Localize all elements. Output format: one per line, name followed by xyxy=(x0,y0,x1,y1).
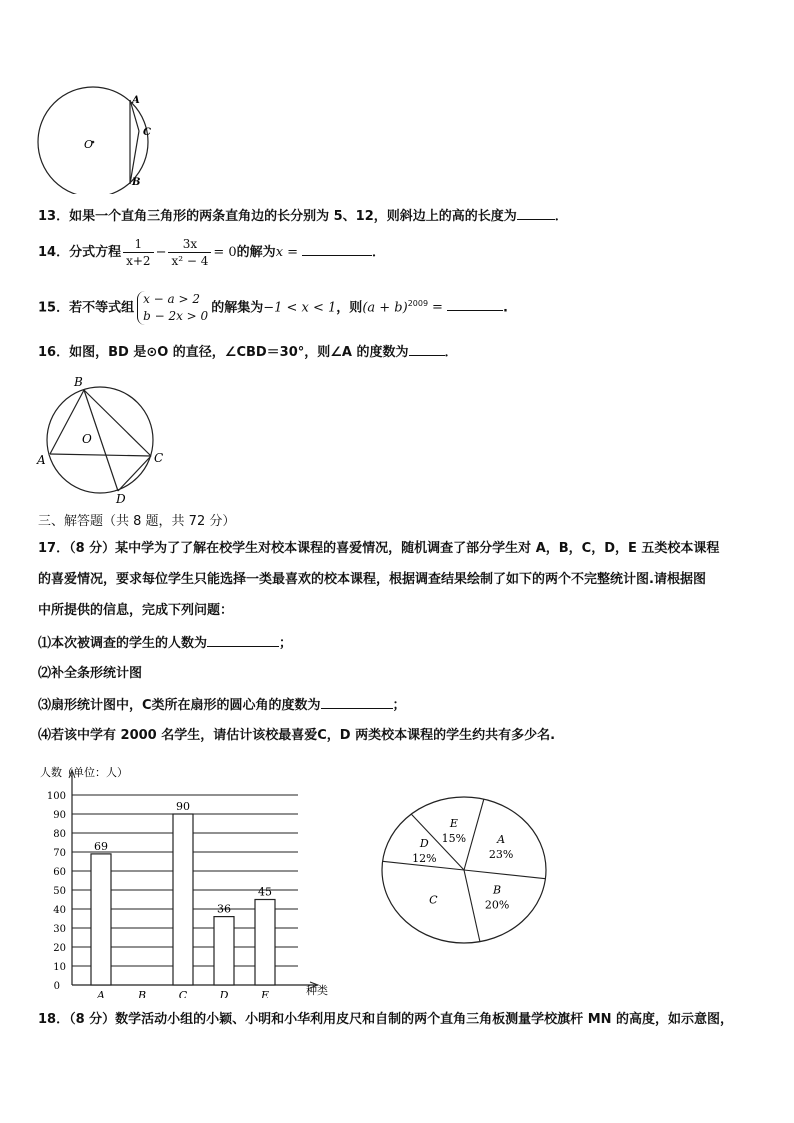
q15-then: ，则 xyxy=(336,300,363,316)
y-tick-label: 50 xyxy=(53,886,66,897)
pie-slice-label-E: E xyxy=(449,816,458,830)
pie-slice-percent-B: 20% xyxy=(484,898,510,912)
question-15 xyxy=(38,283,508,325)
q15-ineq-1: x − a > 2 xyxy=(143,291,201,306)
q14-frac1-num: 1 xyxy=(123,236,153,253)
x-category-label: C xyxy=(178,989,188,998)
pie-slice-percent-D: 12% xyxy=(412,851,437,865)
q14-mid: 的解为 xyxy=(236,245,276,260)
label-a-16: A xyxy=(37,453,46,467)
label-o: O xyxy=(84,138,94,151)
q15-mid: 的解集为 xyxy=(211,300,264,316)
q13-blank xyxy=(517,207,555,220)
segment-ac xyxy=(50,454,151,456)
bar-E xyxy=(255,900,275,986)
q16-end: ． xyxy=(444,345,458,360)
y-tick-label: 100 xyxy=(46,791,66,802)
bar-D xyxy=(214,917,234,985)
q14-prefix: 14．分式方程 xyxy=(38,245,122,260)
circle-o-16 xyxy=(47,387,153,493)
bar-chart-xlabel: 种类 xyxy=(306,984,328,997)
q14-frac2-num: 3x xyxy=(168,236,211,253)
q14-fraction-2 xyxy=(168,236,211,269)
section-3-title: 三、解答题（共 8 题，共 72 分） xyxy=(38,514,236,529)
q17-p1-end: ； xyxy=(279,636,293,651)
q13-text: 13．如果一个直角三角形的两条直角边的长分别为 5、12，则斜边上的高的长度为 xyxy=(38,209,517,224)
y-tick-label: 20 xyxy=(53,943,66,954)
y-tick-label: 40 xyxy=(53,905,66,916)
y-tick-label: 70 xyxy=(53,848,66,859)
y-tick-label: 30 xyxy=(53,924,66,935)
bar-A xyxy=(91,854,111,985)
q17-p3-blank xyxy=(321,696,393,709)
circle-figure-16 xyxy=(32,372,172,504)
q13-end: ． xyxy=(554,209,568,224)
q14-frac2-den: x² − 4 xyxy=(171,254,209,268)
segment-ab xyxy=(50,390,84,454)
question-17-part-1 xyxy=(38,634,292,653)
label-c: C xyxy=(143,127,151,138)
question-17-line-2: 的喜爱情况，要求每位学生只能选择一类最喜欢的校本课程，根据调查结果绘制了如下的两个不完整统计图.请根据图 xyxy=(38,572,706,587)
pie-chart xyxy=(374,790,554,950)
q15-prefix: 15．若不等式组 xyxy=(38,300,135,316)
pie-slice-label-D: D xyxy=(419,836,429,850)
question-17-part-3 xyxy=(38,696,406,715)
q15-inequality-system xyxy=(137,291,208,325)
q15-eq: = xyxy=(432,300,443,316)
circle-figure-top xyxy=(36,84,166,194)
q15-blank xyxy=(447,298,503,311)
q15-end: . xyxy=(502,300,508,316)
label-b: B xyxy=(132,177,141,188)
pie-slice-label-B: B xyxy=(493,883,502,897)
q14-x-eq: x = xyxy=(275,245,299,260)
q15-ineq-2: b − 2x > 0 xyxy=(143,308,209,323)
label-c-16: C xyxy=(154,451,164,465)
bar-value-label: 36 xyxy=(217,902,231,916)
question-16 xyxy=(38,343,458,362)
question-17-line-3: 中所提供的信息，完成下列问题： xyxy=(38,603,234,618)
y-tick-label: 80 xyxy=(53,829,66,840)
bar-value-label: 69 xyxy=(94,839,108,853)
label-o-16: O xyxy=(82,432,92,446)
q17-p3: ⑶扇形统计图中，C类所在扇形的圆心角的度数为 xyxy=(38,698,321,713)
question-17-line-1: 17．（8 分）某中学为了了解在校学生对校本课程的喜爱情况，随机调查了部分学生对 A，B，C，D，E 五类校本课程 xyxy=(38,541,720,556)
q16-text: 16．如图，BD 是⊙O 的直径，∠CBD＝30°，则∠A 的度数为 xyxy=(38,345,409,360)
bar-chart xyxy=(36,758,336,998)
y-tick-label: 10 xyxy=(53,962,66,973)
bar-C xyxy=(173,814,193,985)
q17-p3-end: ； xyxy=(392,698,406,713)
x-category-label: B xyxy=(137,989,147,998)
label-a: A xyxy=(132,95,140,106)
question-17-part-2: ⑵补全条形统计图 xyxy=(38,666,143,681)
y-tick-label: 0 xyxy=(53,981,60,992)
q17-p1-blank xyxy=(207,634,279,647)
label-d-16: D xyxy=(116,492,126,504)
q14-fraction-1 xyxy=(123,236,153,269)
segment-cd xyxy=(118,456,151,491)
q16-blank xyxy=(409,343,445,356)
x-category-label: E xyxy=(260,989,270,998)
x-category-label: D xyxy=(219,989,229,998)
question-18: 18．（8 分）数学活动小组的小颖、小明和小华利用皮尺和自制的两个直角三角板测量学校旗杆 MN 的高度，如示意图， xyxy=(38,1012,734,1027)
y-tick-label: 90 xyxy=(53,810,66,821)
q14-minus: − xyxy=(155,245,167,260)
label-b-16: B xyxy=(74,375,83,389)
q15-exponent: 2009 xyxy=(407,299,429,308)
q14-blank xyxy=(302,243,372,256)
q17-p1: ⑴本次被调查的学生的人数为 xyxy=(38,636,208,651)
bar-chart-ylabel: 人数（单位：人） xyxy=(40,766,128,779)
q15-range: −1 < x < 1 xyxy=(263,300,337,316)
q14-end: ． xyxy=(372,245,386,260)
pie-slice-percent-E: 15% xyxy=(441,831,467,845)
pie-slice-label-A: A xyxy=(497,833,506,847)
segment-bc xyxy=(84,390,151,456)
pie-slice-percent-A: 23% xyxy=(488,848,514,862)
q14-eq0: = 0 xyxy=(213,245,237,260)
bar-value-label: 90 xyxy=(176,800,190,813)
q14-frac1-den: x+2 xyxy=(126,254,151,268)
q15-expr: (a + b) xyxy=(362,300,408,316)
question-13 xyxy=(38,207,568,226)
question-17-part-4: ⑷若该中学有 2000 名学生，请估计该校最喜爱C，D 两类校本课程的学生约共有多少名. xyxy=(38,728,556,743)
pie-slice-label-C: C xyxy=(429,893,438,907)
bar-value-label: 45 xyxy=(258,885,272,899)
x-category-label: A xyxy=(97,989,105,998)
question-14 xyxy=(38,234,385,272)
y-tick-label: 60 xyxy=(53,867,66,878)
